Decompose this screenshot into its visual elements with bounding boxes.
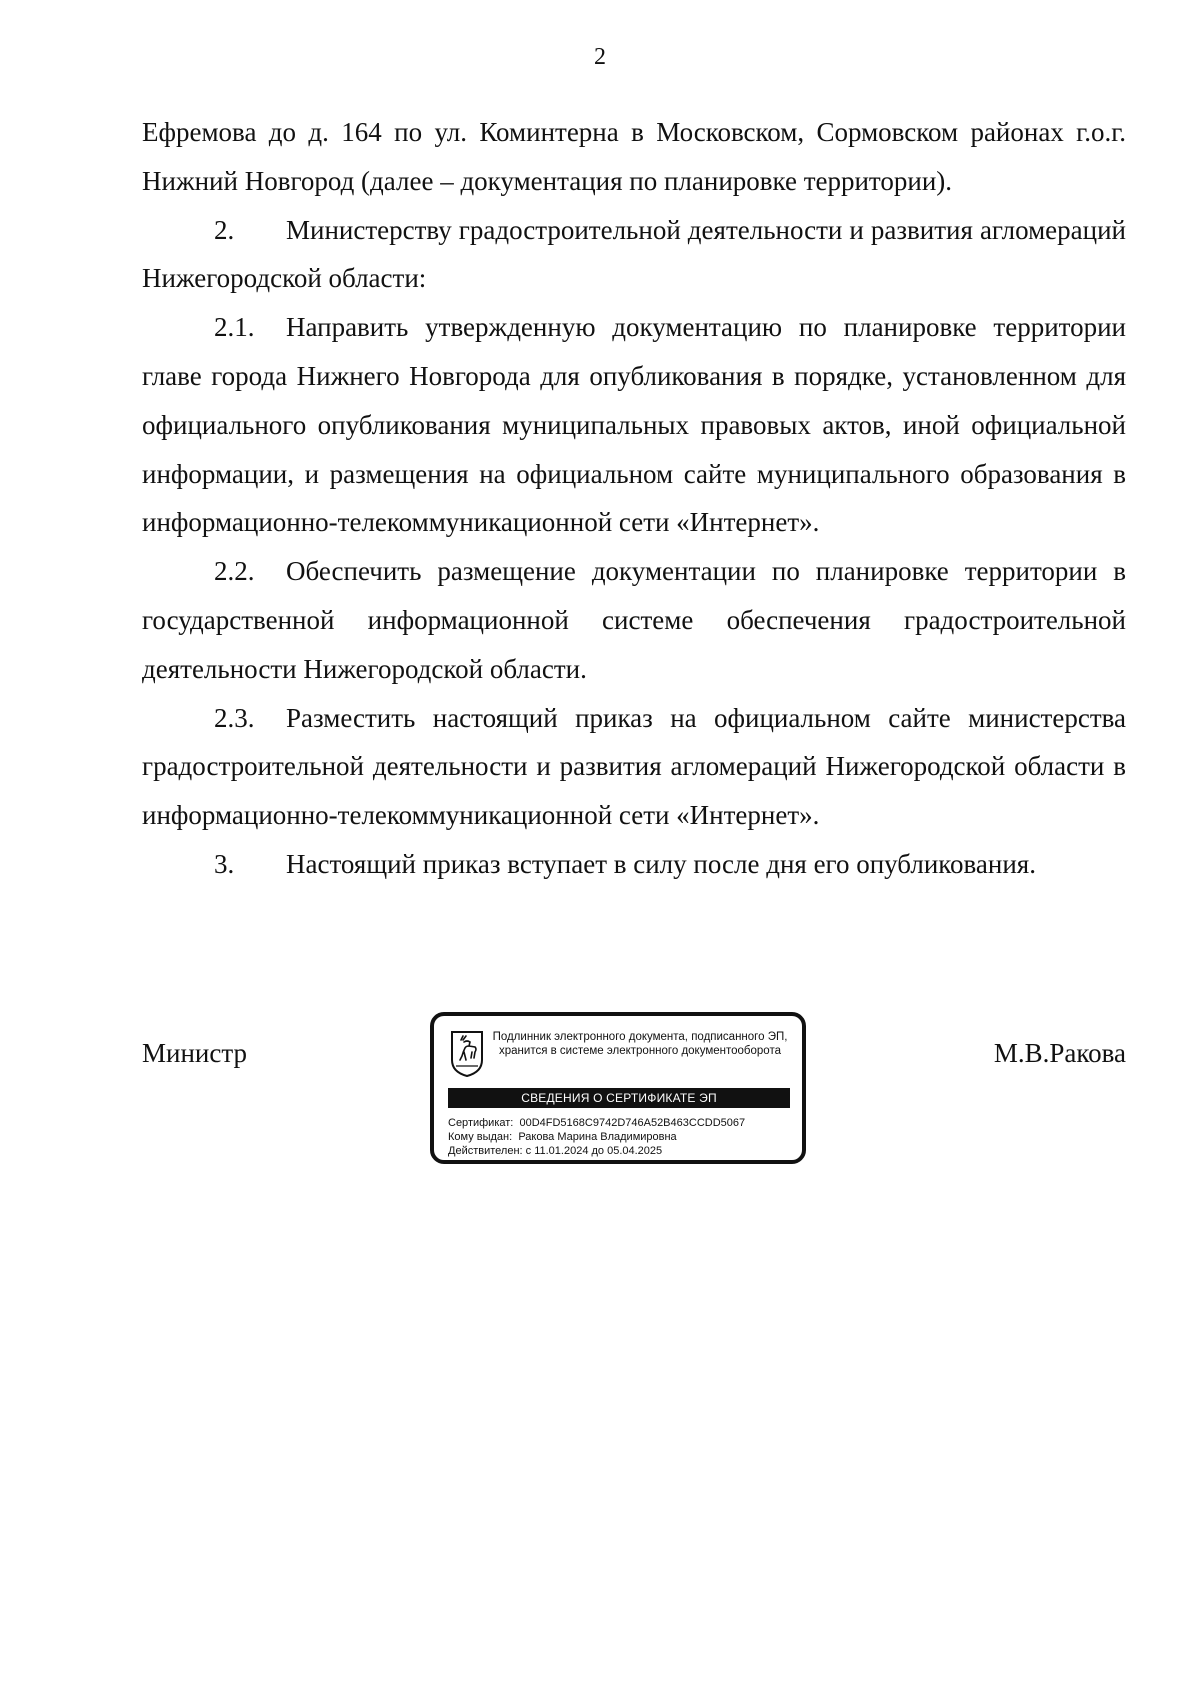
issued-to-label: Кому выдан: xyxy=(448,1131,513,1143)
issued-to-row xyxy=(448,1130,790,1144)
certificate-details xyxy=(448,1116,790,1158)
paragraph-item-2-1 xyxy=(142,303,1126,547)
signatory-name: М.В.Ракова xyxy=(993,1038,1126,1068)
item-number: 2.3. xyxy=(214,702,255,733)
item-number: 2. xyxy=(214,214,235,245)
paragraph-text: Настоящий приказ вступает в силу после дня его опубликования. xyxy=(286,848,1036,879)
paragraph-text: Разместить настоящий приказ на официальном сайте министерства градостроительной деятельности и развития агломераций Нижегородской области в информационно-телекоммуникационной сети «Интернет». xyxy=(142,702,1126,831)
stamp-header-line: Подлинник электронного документа, подписанного ЭП, xyxy=(492,1031,788,1043)
paragraph-item-3 xyxy=(142,840,1126,889)
stamp-header-line: хранится в системе электронного документооборота xyxy=(499,1045,781,1057)
paragraph-item-2-3 xyxy=(142,694,1126,840)
signatory-title: Министр xyxy=(142,1038,247,1068)
item-number: 2.2. xyxy=(214,556,255,587)
electronic-signature-stamp xyxy=(430,1012,806,1164)
certificate-row xyxy=(448,1116,790,1130)
signature-block xyxy=(142,1012,1126,1172)
page-number: 2 xyxy=(594,44,606,70)
validity-value: с 11.01.2024 до 05.04.2025 xyxy=(525,1145,663,1157)
paragraph-continuation xyxy=(142,108,1126,206)
paragraph-text: Направить утвержденную документацию по планировке территории главе города Нижнего Новгорода для опубликования в порядке, установленном для официального опубликования муниципальных правовых актов, иной официальной информации, и размещения на официальном сайте муниципального образования в информационно-телекоммуникационной сети «Интернет». xyxy=(142,312,1126,538)
certificate-info-bar: СВЕДЕНИЯ О СЕРТИФИКАТЕ ЭП xyxy=(448,1088,790,1108)
document-body xyxy=(142,108,1126,889)
certificate-label: Сертификат: xyxy=(448,1117,514,1129)
paragraph-item-2 xyxy=(142,206,1126,304)
item-number: 2.1. xyxy=(214,312,255,343)
stamp-header xyxy=(490,1030,790,1058)
validity-row xyxy=(448,1144,790,1158)
coat-of-arms-icon xyxy=(450,1030,484,1078)
issued-to-value: Ракова Марина Владимировна xyxy=(518,1131,677,1143)
paragraph-text: Ефремова до д. 164 по ул. Коминтерна в Московском, Сормовском районах г.о.г. Нижний Новгород (далее – документация по планировке территории). xyxy=(142,117,1126,196)
certificate-value: 00D4FD5168C9742D746A52B463CCDD5067 xyxy=(519,1117,746,1129)
validity-label: Действителен: xyxy=(448,1145,523,1157)
item-number: 3. xyxy=(214,848,235,879)
paragraph-item-2-2 xyxy=(142,547,1126,693)
paragraph-text: Министерству градостроительной деятельности и развития агломераций Нижегородской области: xyxy=(142,214,1126,294)
paragraph-text: Обеспечить размещение документации по планировке территории в государственной информационной системе обеспечения градостроительной деятельности Нижегородской области. xyxy=(142,556,1126,684)
